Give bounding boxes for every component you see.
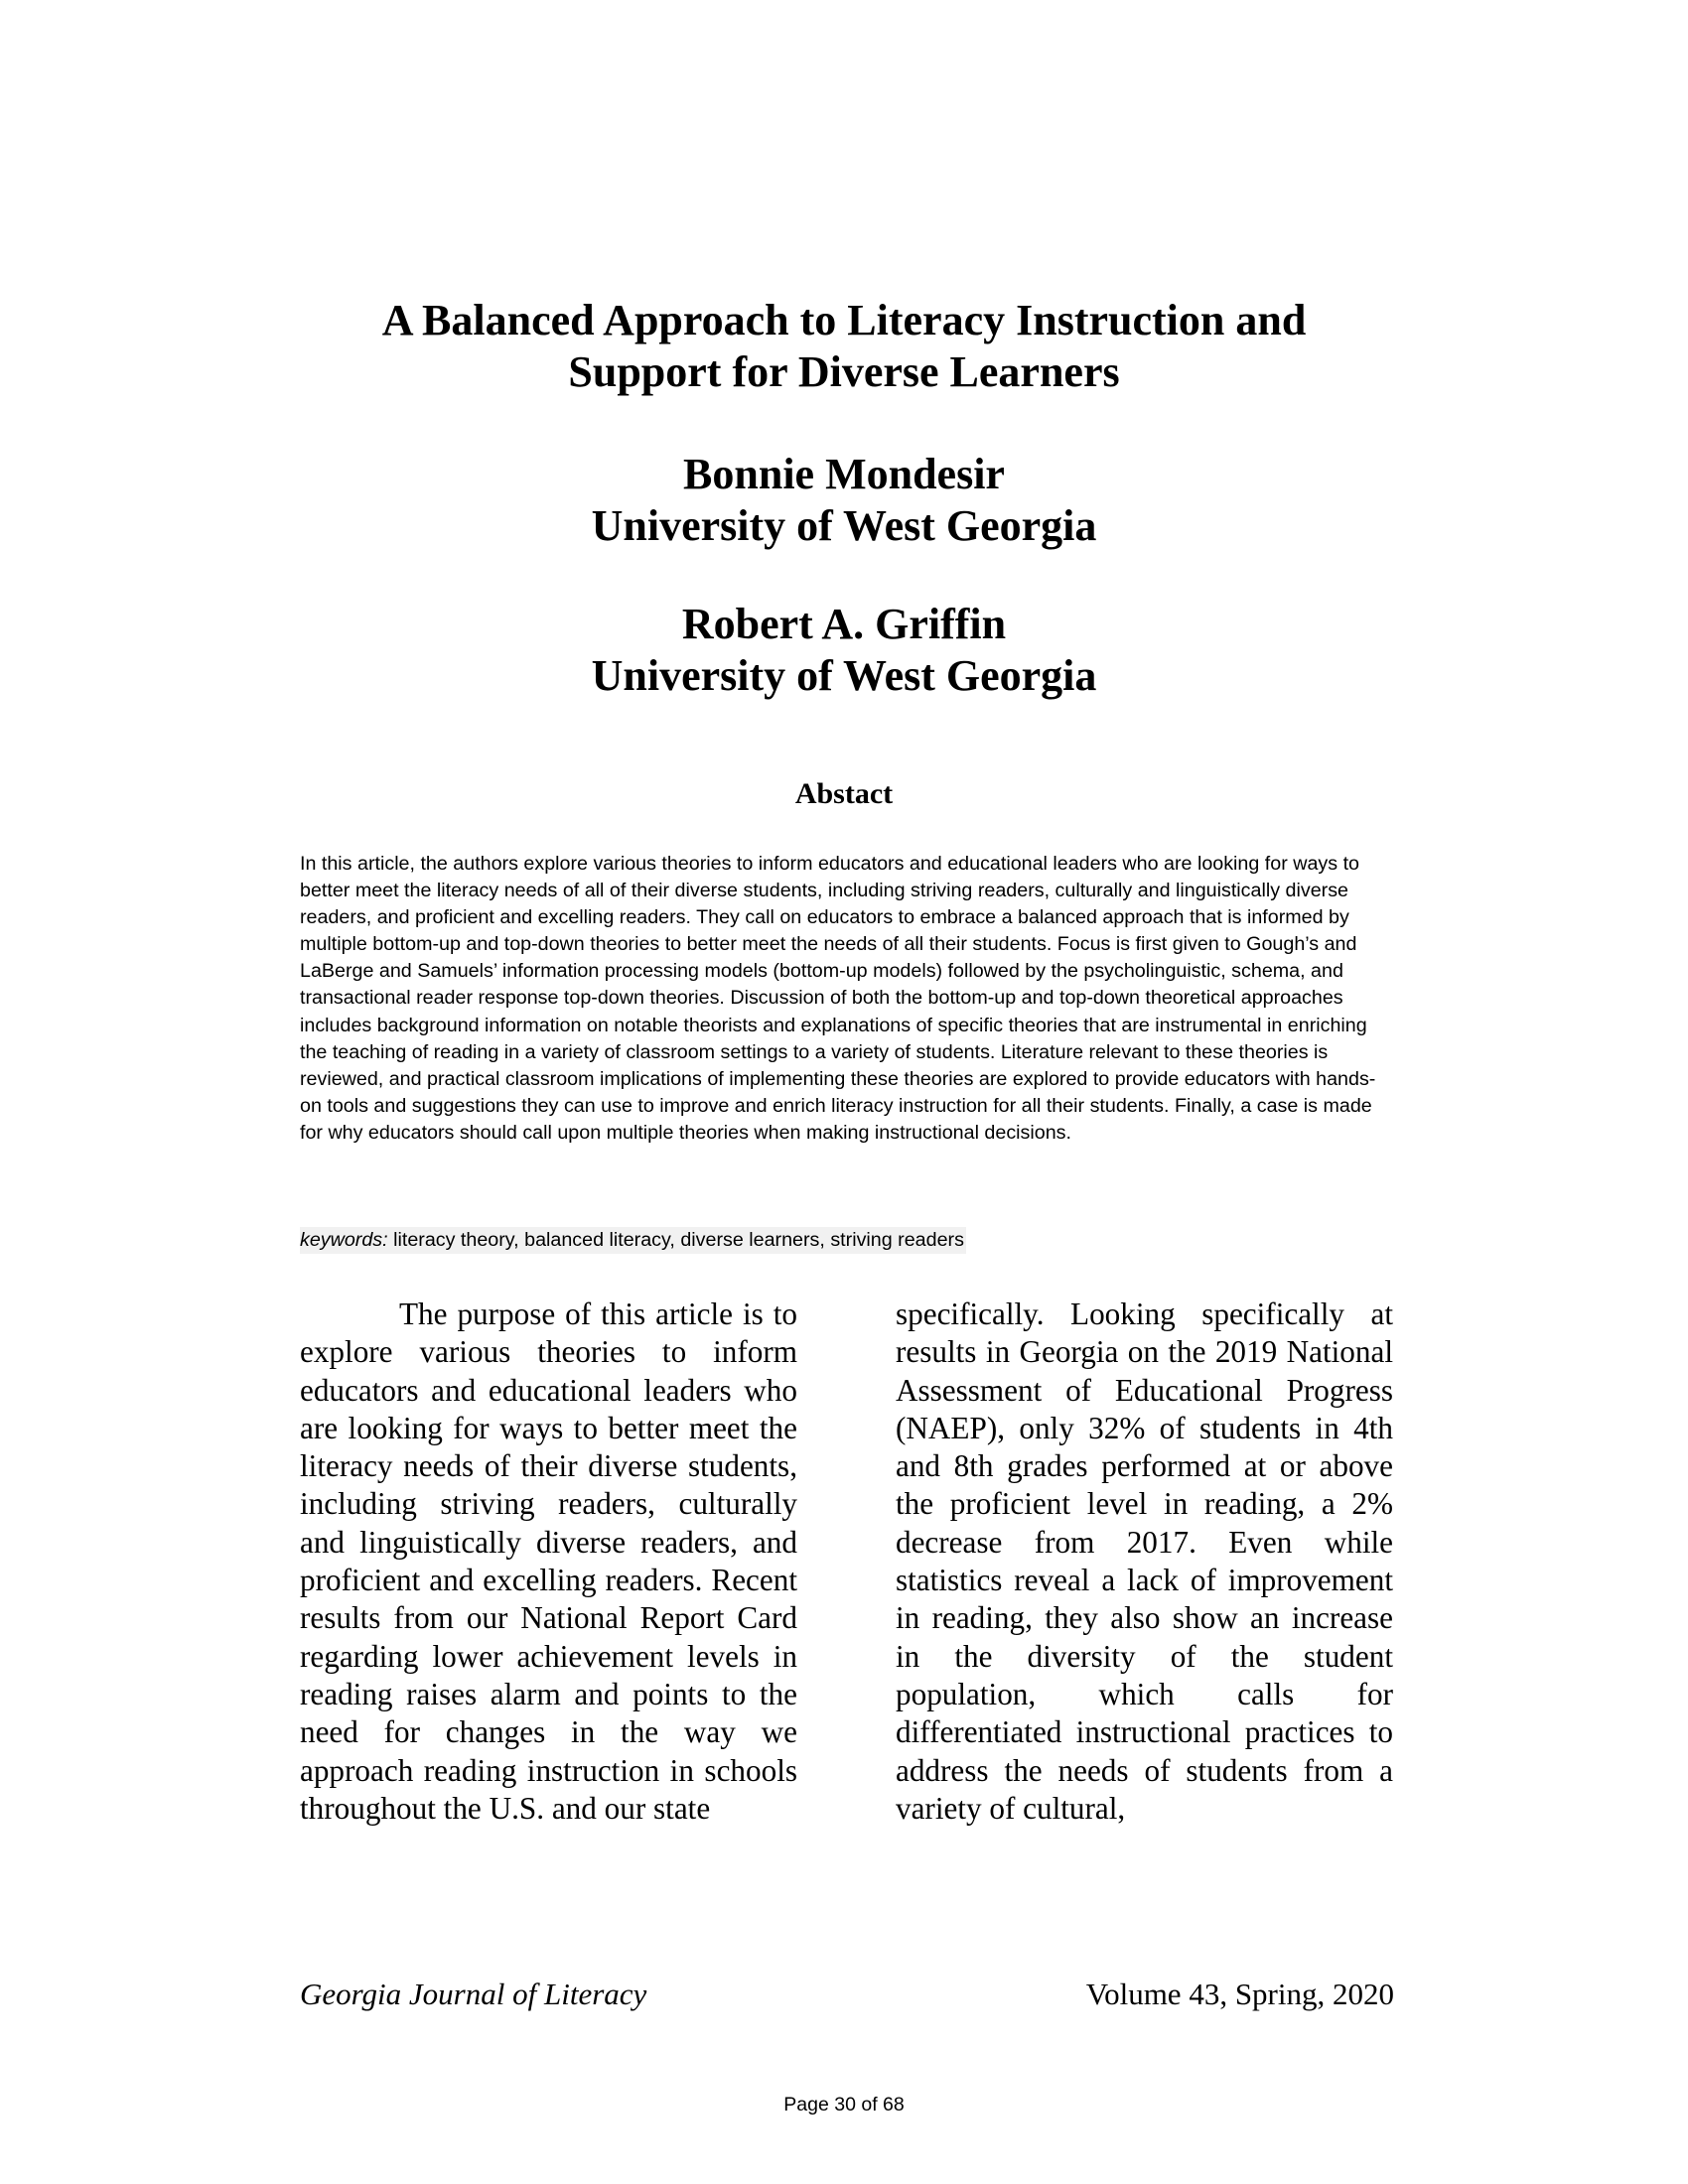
- author-affiliation: University of West Georgia: [591, 651, 1097, 700]
- abstract-body: In this article, the authors explore various theories to inform educators and educational leaders who are looking for ways to better meet the literacy needs of all of their diverse students, including striving readers, culturally and linguistically diverse readers, and proficient and excelling readers. They call on educators to embrace a balanced approach that is informed by multiple bottom-up and top-down theories to better meet the needs of all their students. Focus is first given to Gough’s and LaBerge and Samuels’ information processing models (bottom-up models) followed by the psycholinguistic, schema, and transactional reader response top-down theories. Discussion of both the bottom-up and top-down theoretical approaches includes background information on notable theorists and explanations of specific theories that are instrumental in enriching the teaching of reading in a variety of classroom settings to a variety of students. Literature relevant to these theories is reviewed, and practical classroom implications of implementing these theories are explored to provide educators with hands-on tools and suggestions they can use to improve and enrich literacy instruction for all their students. Finally, a case is made for why educators should call upon multiple theories when making instructional decisions.: [300, 853, 1376, 1144]
- author-name: Bonnie Mondesir: [683, 450, 1005, 498]
- body-right-column: specifically. Looking specifically at results in Georgia on the 2019 National Assessment of Educational Progress (NAEP), only 32% of students in 4th and 8th grades performed at or above the proficient level in reading, a 2% decrease from 2017. Even while statistics reveal a lack of improvement in reading, they also show an increase in the diversity of the student population, which calls for differentiated instructional practices to address the needs of students from a variety of cultural,: [896, 1297, 1393, 1826]
- keywords-line: [300, 1227, 966, 1254]
- article-title-line-2: Support for Diverse Learners: [568, 347, 1120, 396]
- body-left-column: The purpose of this article is to explore various theories to inform educators and educational leaders who are looking for ways to better meet the literacy needs of their diverse students, including striving readers, culturally and linguistically diverse readers, and proficient and excelling readers. Recent results from our National Report Card regarding lower achievement levels in reading raises alarm and points to the need for changes in the way we approach reading instruction in schools throughout the U.S. and our state: [300, 1297, 797, 1826]
- abstract-heading: Abstact: [794, 777, 894, 810]
- page-number: Page 30 of 68: [783, 2094, 905, 2116]
- footer-volume: Volume 43, Spring, 2020: [1085, 1977, 1394, 2011]
- keywords-value: literacy theory, balanced literacy, diverse learners, striving readers: [387, 1229, 964, 1251]
- keywords-label: keywords:: [300, 1229, 388, 1251]
- author-block-2: [0, 599, 1688, 702]
- footer-journal-name: Georgia Journal of Literacy: [300, 1977, 647, 2011]
- author-affiliation: University of West Georgia: [591, 501, 1097, 550]
- article-title-line-1: A Balanced Approach to Literacy Instruction and: [381, 296, 1307, 344]
- article-title: [0, 295, 1688, 398]
- author-name: Robert A. Griffin: [681, 600, 1007, 648]
- author-block-1: [0, 449, 1688, 552]
